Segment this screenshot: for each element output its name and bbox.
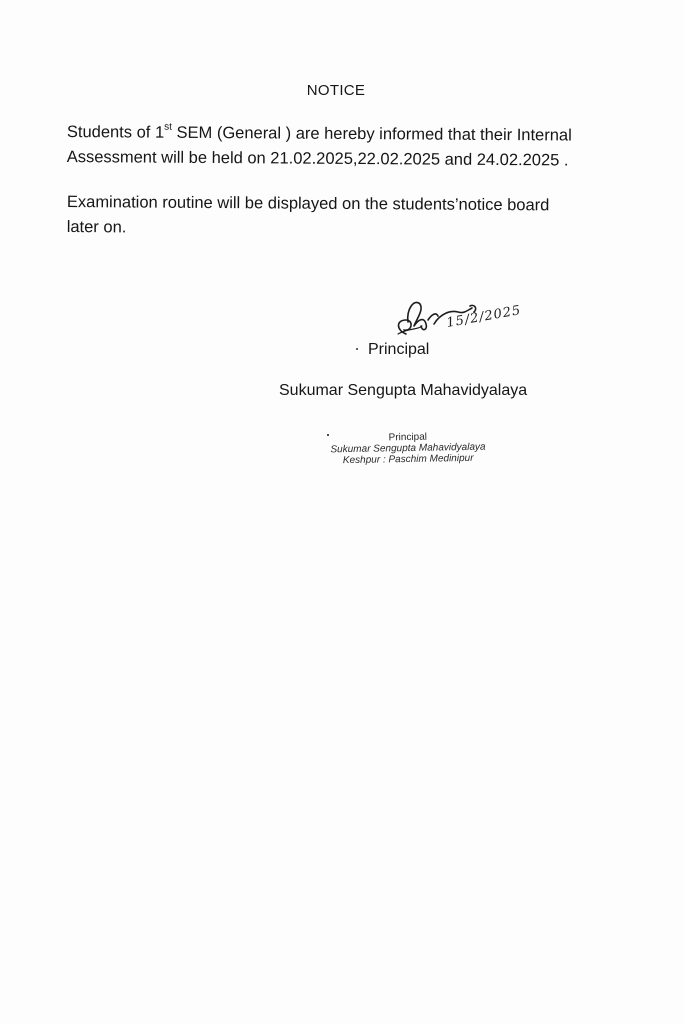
principal-label: Principal xyxy=(368,341,430,358)
notice-paragraph-assessment xyxy=(67,120,647,174)
ordinal-suffix: st xyxy=(164,121,173,133)
stamp-title: Principal xyxy=(388,431,428,444)
college-name: Sukumar Sengupta Mahavidyalaya xyxy=(279,382,528,399)
official-stamp xyxy=(320,430,497,466)
paragraph-line: Examination routine will be displayed on the students’notice board xyxy=(66,192,550,215)
stamp-location: Keshpur : Paschim Medinipur xyxy=(342,452,474,467)
ink-dot xyxy=(356,348,358,350)
paragraph-line: Assessment will be held on 21.02.2025,22.02.2025 and 24.02.2025 . xyxy=(66,147,569,170)
paragraph-text: SEM (General ) are hereby informed that their Internal xyxy=(171,123,572,145)
paragraph-line: later on. xyxy=(66,217,127,237)
paragraph-text: Students of 1 xyxy=(66,122,165,142)
stamp-college: Sukumar Sengupta Mahavidyalaya xyxy=(330,441,486,456)
handwritten-date: 15/2/2025 xyxy=(445,303,523,331)
notice-paragraph-routine xyxy=(67,190,647,244)
notice-title: NOTICE xyxy=(306,82,366,99)
